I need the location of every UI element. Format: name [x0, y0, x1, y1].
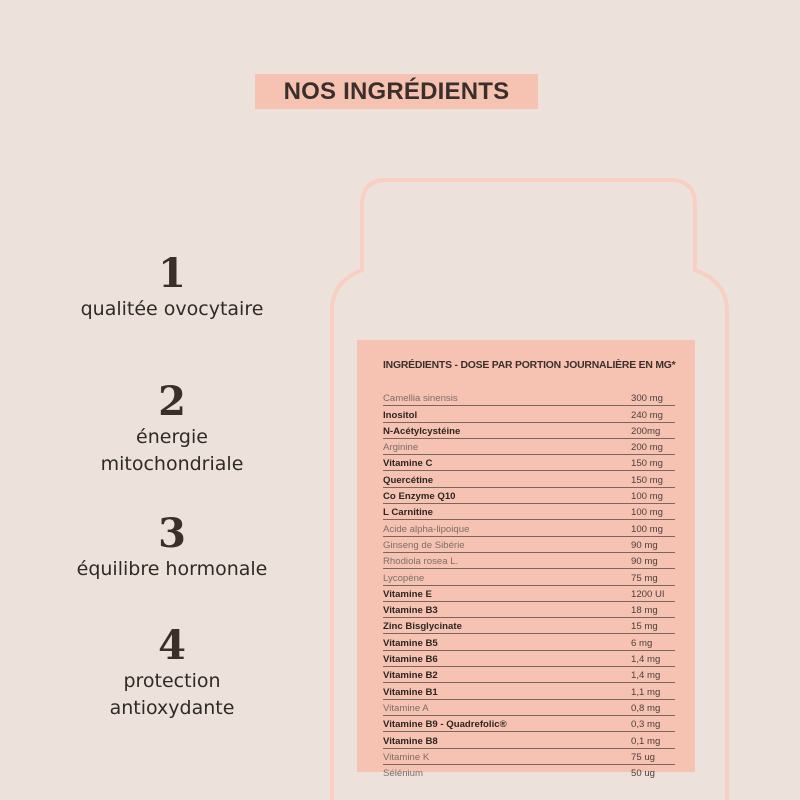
feature-label-line: énergie [136, 426, 208, 448]
ingredient-name: N-Acétylcystéine [383, 425, 461, 437]
feature-2 [40, 380, 304, 478]
ingredient-row [383, 634, 675, 650]
ingredient-name: Co Enzyme Q10 [383, 491, 456, 503]
ingredient-dose: 1,4 mg [631, 670, 661, 682]
feature-3 [40, 512, 304, 583]
page-title-box [255, 74, 538, 109]
ingredient-name: Camellia sinensis [383, 393, 458, 405]
ingredient-name: Lycopène [383, 572, 425, 584]
ingredient-name: Vitamine B9 - Quadrefolic® [383, 719, 507, 731]
ingredient-row [383, 423, 675, 439]
ingredient-dose: 15 mg [631, 621, 658, 633]
ingredient-row [383, 732, 675, 748]
ingredient-row [383, 683, 675, 699]
ingredient-dose: 75 ug [631, 751, 656, 763]
ingredient-name: Vitamine B5 [383, 637, 438, 649]
ingredient-row [383, 390, 675, 406]
ingredient-dose: 1,4 mg [631, 654, 661, 666]
ingredient-name: Inositol [383, 409, 418, 421]
ingredient-row [383, 471, 675, 487]
feature-number: 3 [158, 510, 186, 557]
ingredient-dose: 300 mg [631, 393, 663, 405]
ingredient-row [383, 749, 675, 765]
ingredient-dose: 1200 UI [631, 588, 665, 600]
ingredient-dose: 0,3 mg [631, 719, 661, 731]
feature-label-line: mitochondriale [100, 453, 244, 475]
ingredient-dose: 6 mg [631, 637, 653, 649]
feature-number: 4 [158, 622, 186, 669]
ingredient-name: Vitamine C [383, 458, 433, 470]
ingredient-row [383, 651, 675, 667]
ingredient-name: Quercétine [383, 474, 434, 486]
ingredient-name: Vitamine B6 [383, 654, 438, 666]
ingredient-name: Vitamine E [383, 588, 432, 600]
ingredient-dose: 100 mg [631, 491, 663, 503]
ingredient-dose: 1,1 mg [631, 686, 661, 698]
ingredient-name: Vitamine B3 [383, 605, 438, 617]
ingredient-row [383, 553, 675, 569]
ingredient-dose: 200 mg [631, 442, 663, 454]
ingredient-row [383, 765, 675, 780]
ingredient-row [383, 569, 675, 585]
ingredient-name: Zinc Bisglycinate [383, 621, 462, 633]
ingredient-row [383, 667, 675, 683]
ingredient-dose: 75 mg [631, 572, 658, 584]
ingredient-row [383, 488, 675, 504]
ingredient-name: L Carnitine [383, 507, 433, 519]
ingredient-dose: 50 ug [631, 768, 656, 780]
ingredient-name: Rhodiola rosea L. [383, 556, 459, 568]
ingredient-row [383, 520, 675, 536]
page-title: NOS INGRÉDIENTS [283, 77, 510, 105]
ingredient-name: Vitamine B1 [383, 686, 438, 698]
ingredient-row [383, 455, 675, 471]
feature-label-line: antioxydante [109, 697, 235, 719]
ingredient-name: Arginine [383, 442, 419, 454]
feature-label-line: protection [123, 670, 221, 692]
ingredient-row [383, 439, 675, 455]
ingredient-dose: 150 mg [631, 458, 663, 470]
ingredient-dose: 90 mg [631, 539, 658, 551]
feature-number: 2 [158, 378, 186, 425]
ingredient-dose: 150 mg [631, 474, 663, 486]
ingredient-row [383, 618, 675, 634]
ingredient-name: Sélénium [383, 768, 423, 780]
ingredient-dose: 18 mg [631, 605, 658, 617]
ingredient-row [383, 504, 675, 520]
feature-label-line: équilibre hormonale [76, 558, 268, 580]
ingredient-name: Vitamine B2 [383, 670, 438, 682]
ingredients-panel-title: INGRÉDIENTS - DOSE PAR PORTION JOURNALIÈRE EN MG* [383, 360, 676, 371]
ingredient-dose: 200mg [631, 425, 661, 437]
ingredient-name: Vitamine B8 [383, 735, 438, 747]
feature-1 [40, 252, 304, 323]
ingredients-list [383, 390, 675, 780]
ingredient-dose: 100 mg [631, 507, 663, 519]
ingredient-row [383, 602, 675, 618]
feature-number: 1 [158, 250, 186, 297]
feature-label-line: qualitée ovocytaire [80, 298, 264, 320]
ingredient-dose: 0,8 mg [631, 702, 661, 714]
ingredient-dose: 0,1 mg [631, 735, 661, 747]
ingredient-name: Vitamine A [383, 702, 429, 714]
ingredient-dose: 100 mg [631, 523, 663, 535]
ingredient-dose: 90 mg [631, 556, 658, 568]
ingredient-row [383, 700, 675, 716]
ingredient-row [383, 406, 675, 422]
ingredient-dose: 240 mg [631, 409, 663, 421]
ingredient-name: Vitamine K [383, 751, 430, 763]
ingredient-row [383, 586, 675, 602]
ingredient-name: Acide alpha-lipoique [383, 523, 470, 535]
ingredient-row [383, 716, 675, 732]
ingredient-row [383, 537, 675, 553]
feature-4 [40, 624, 304, 722]
ingredient-name: Ginseng de Sibérie [383, 539, 465, 551]
